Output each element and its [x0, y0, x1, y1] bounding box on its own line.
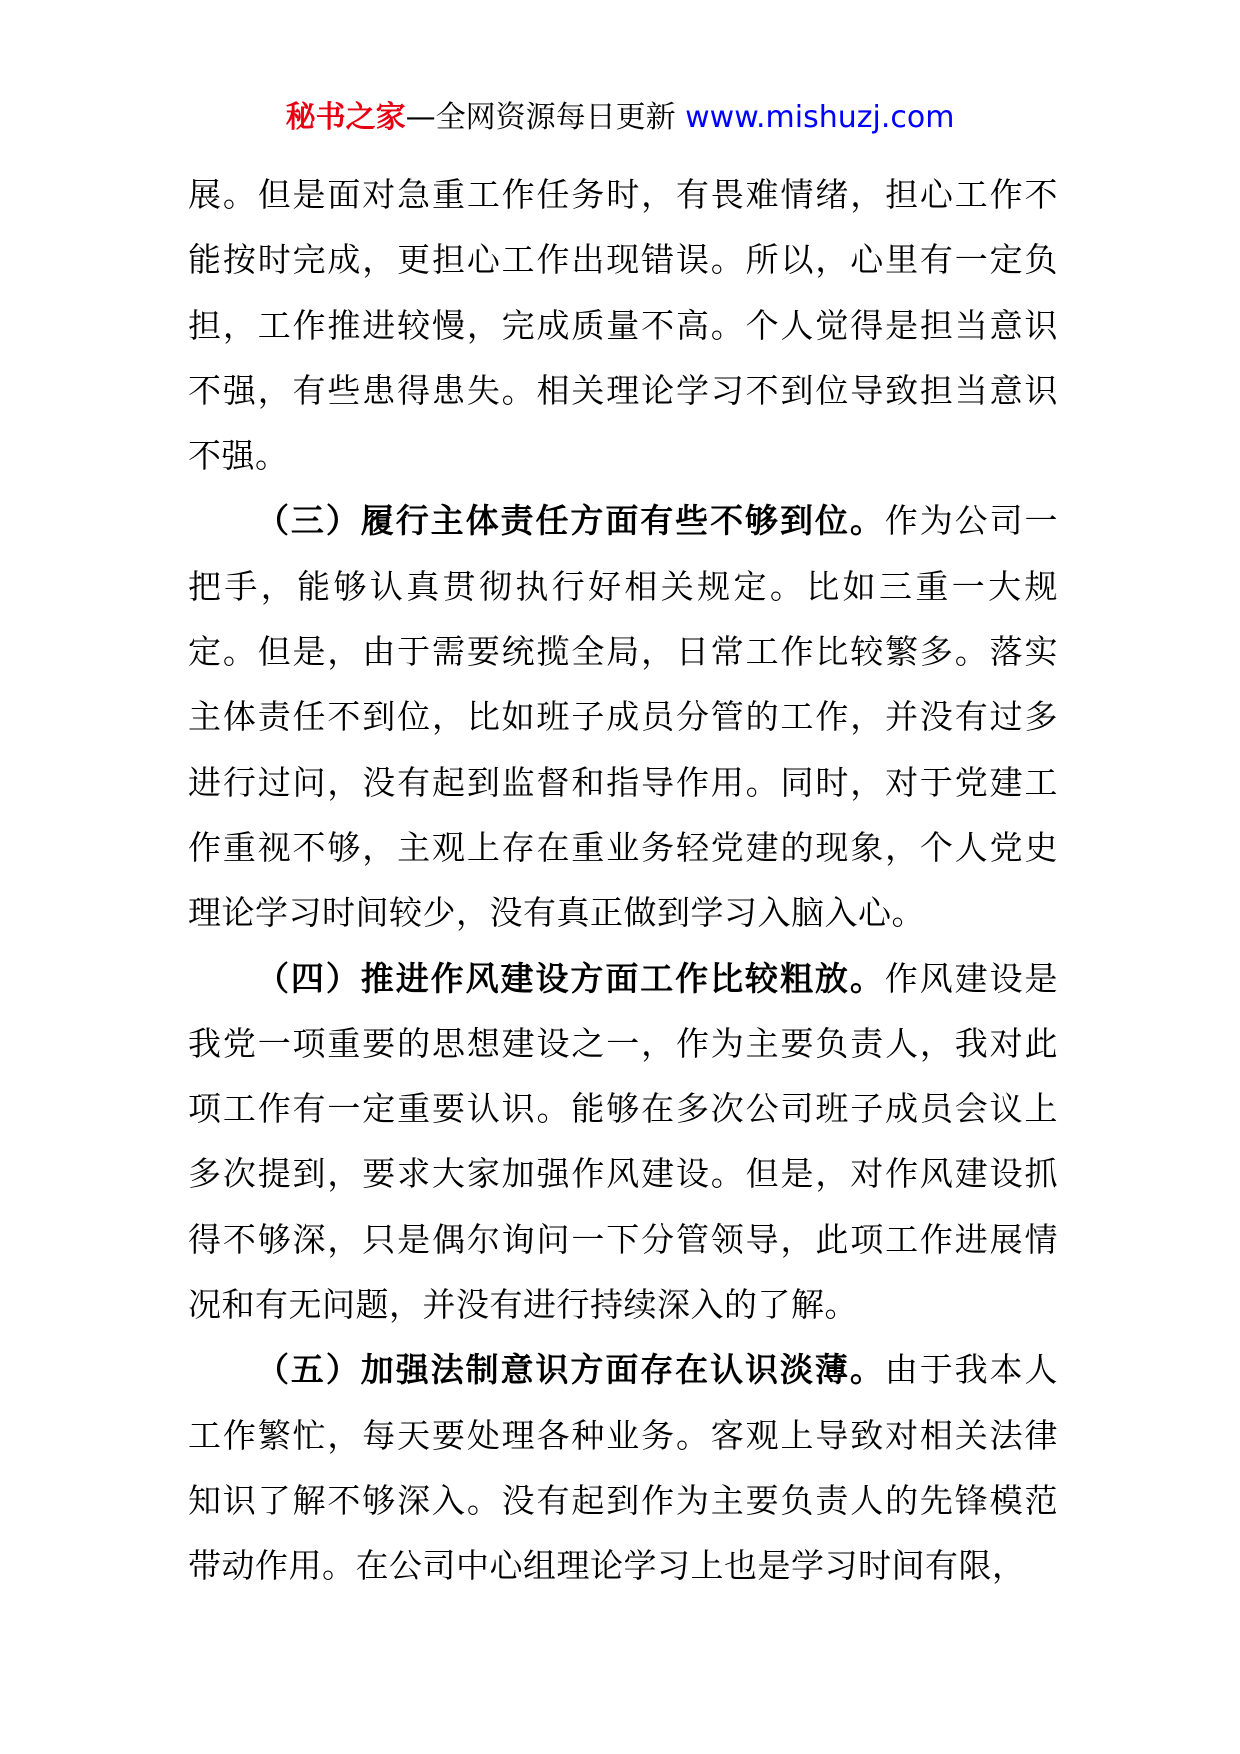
- paragraph-text: 作为公司一把手，能够认真贯彻执行好相关规定。比如三重一大规定。但是，由于需要统揽全局，日常工作比较繁多。落实主体责任不到位，比如班子成员分管的工作，并没有过多进行过问，没有起到监督和指导作用。同时，对于党建工作重视不够，主观上存在重业务轻党建的现象，个人党史理论学习时间较少，没有真正做到学习入脑入心。: [188, 501, 1059, 933]
- brand-name: 秘书之家: [285, 100, 406, 135]
- section-heading: （四）推进作风建设方面工作比较粗放。: [256, 958, 885, 998]
- header-tagline: —全网资源每日更新: [405, 100, 686, 135]
- paragraph-continuation: [188, 162, 1058, 488]
- paragraph-section-4: [188, 946, 1058, 1338]
- paragraph-text: 由于我本人工作繁忙，每天要处理各种业务。客观上导致对相关法律知识了解不够深入。没有起到作为主要负责人的先锋模范带动作用。在公司中心组理论学习上也是学习时间有限，: [188, 1350, 1059, 1586]
- paragraph-text: 展。但是面对急重工作任务时，有畏难情绪，担心工作不能按时完成，更担心工作出现错误。所以，心里有一定负担，工作推进较慢，完成质量不高。个人觉得是担当意识不强，有些患得患失。相关理论学习不到位导致担当意识不强。: [188, 175, 1058, 476]
- paragraph-section-5: [188, 1337, 1058, 1598]
- site-url-link[interactable]: www.mishuzj.com: [685, 100, 955, 135]
- page-header: [0, 98, 1240, 138]
- section-heading: （五）加强法制意识方面存在认识淡薄。: [256, 1350, 885, 1390]
- paragraph-text: 作风建设是我党一项重要的思想建设之一，作为主要负责人，我对此项工作有一定重要认识。能够在多次公司班子成员会议上多次提到，要求大家加强作风建设。但是，对作风建设抓得不够深，只是偶尔询问一下分管领导，此项工作进展情况和有无问题，并没有进行持续深入的了解。: [188, 958, 1059, 1325]
- document-body: [188, 162, 1058, 1599]
- paragraph-section-3: [188, 488, 1058, 945]
- section-heading: （三）履行主体责任方面有些不够到位。: [256, 501, 885, 541]
